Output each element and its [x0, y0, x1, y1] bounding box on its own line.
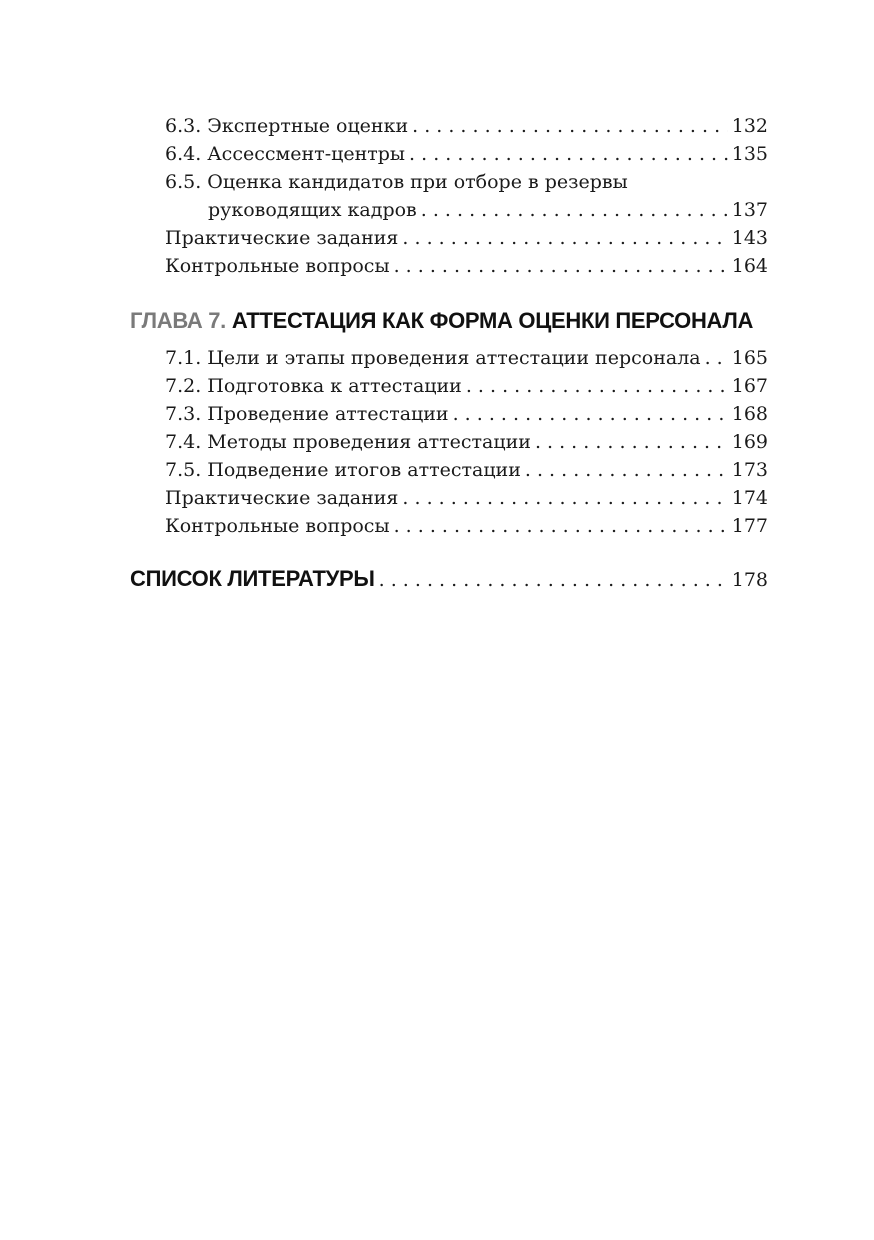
toc-entry-bibliography[interactable]: [130, 566, 768, 596]
dot-leader: [409, 140, 728, 168]
toc-entry-title: Практические задания: [165, 487, 399, 509]
toc-entry-title: 6.3. Экспертные оценки: [165, 115, 409, 137]
toc-page-number: 167: [731, 375, 768, 397]
dot-leader: [402, 484, 727, 512]
chapter-7-heading[interactable]: [130, 306, 768, 336]
toc-entry-6-5-continued[interactable]: [208, 196, 768, 224]
dot-leader: [705, 344, 728, 372]
dot-leader: [453, 400, 728, 428]
toc-entry-title: 6.5. Оценка кандидатов при отборе в резервы: [165, 171, 628, 193]
toc-page-number: 178: [731, 569, 768, 591]
toc-entry-7-5[interactable]: [165, 456, 768, 484]
toc-entry-questions-6[interactable]: [165, 252, 768, 280]
dot-leader: [412, 112, 728, 140]
toc-entry-title: 7.2. Подготовка к аттестации: [165, 375, 462, 397]
toc-entry-6-4[interactable]: [165, 140, 768, 168]
toc-entry-title: 7.1. Цели и этапы проведения аттестации персонала: [165, 347, 701, 369]
toc-page-number: 173: [731, 459, 768, 481]
toc-page-number: 137: [731, 199, 768, 221]
toc-page-number: 143: [731, 227, 768, 249]
toc-entry-practical-6[interactable]: [165, 224, 768, 252]
dot-leader: [394, 252, 728, 280]
toc-entry-title: 7.4. Методы проведения аттестации: [165, 431, 531, 453]
toc-entry-practical-7[interactable]: [165, 484, 768, 512]
toc-entry-title: Контрольные вопросы: [165, 255, 390, 277]
toc-page-number: 132: [731, 115, 768, 137]
toc-entry-title: 7.3. Проведение аттестации: [165, 403, 449, 425]
toc-entry-title: Практические задания: [165, 227, 399, 249]
toc-page-number: 135: [731, 143, 768, 165]
toc-page-number: 169: [731, 431, 768, 453]
toc-entry-title: 6.4. Ассессмент-центры: [165, 143, 406, 165]
dot-leader: [525, 456, 728, 484]
toc-entry-7-1[interactable]: [165, 344, 768, 372]
dot-leader: [421, 196, 728, 224]
toc-entry-title: Контрольные вопросы: [165, 515, 390, 537]
toc-entry-7-4[interactable]: [165, 428, 768, 456]
table-of-contents: [130, 112, 768, 596]
dot-leader: [394, 512, 728, 540]
toc-entry-title: руководящих кадров: [208, 199, 417, 221]
dot-leader: [379, 569, 728, 591]
dot-leader: [466, 372, 728, 400]
bibliography-title: СПИСОК ЛИТЕРАТУРЫ: [130, 566, 375, 591]
toc-entry-7-3[interactable]: [165, 400, 768, 428]
toc-entry-7-2[interactable]: [165, 372, 768, 400]
toc-page-number: 174: [731, 487, 768, 509]
toc-page-number: 168: [731, 403, 768, 425]
toc-entry-questions-7[interactable]: [165, 512, 768, 540]
toc-page-number: 165: [731, 347, 768, 369]
toc-entry-title: 7.5. Подведение итогов аттестации: [165, 459, 521, 481]
toc-page-number: 164: [731, 255, 768, 277]
chapter-number: ГЛАВА 7.: [130, 308, 226, 333]
toc-entry-6-3[interactable]: [165, 112, 768, 140]
dot-leader: [402, 224, 727, 252]
dot-leader: [535, 428, 728, 456]
chapter-title: АТТЕСТАЦИЯ КАК ФОРМА ОЦЕНКИ ПЕРСОНАЛА: [231, 308, 754, 333]
toc-page-number: 177: [731, 515, 768, 537]
toc-entry-6-5[interactable]: [165, 168, 768, 196]
